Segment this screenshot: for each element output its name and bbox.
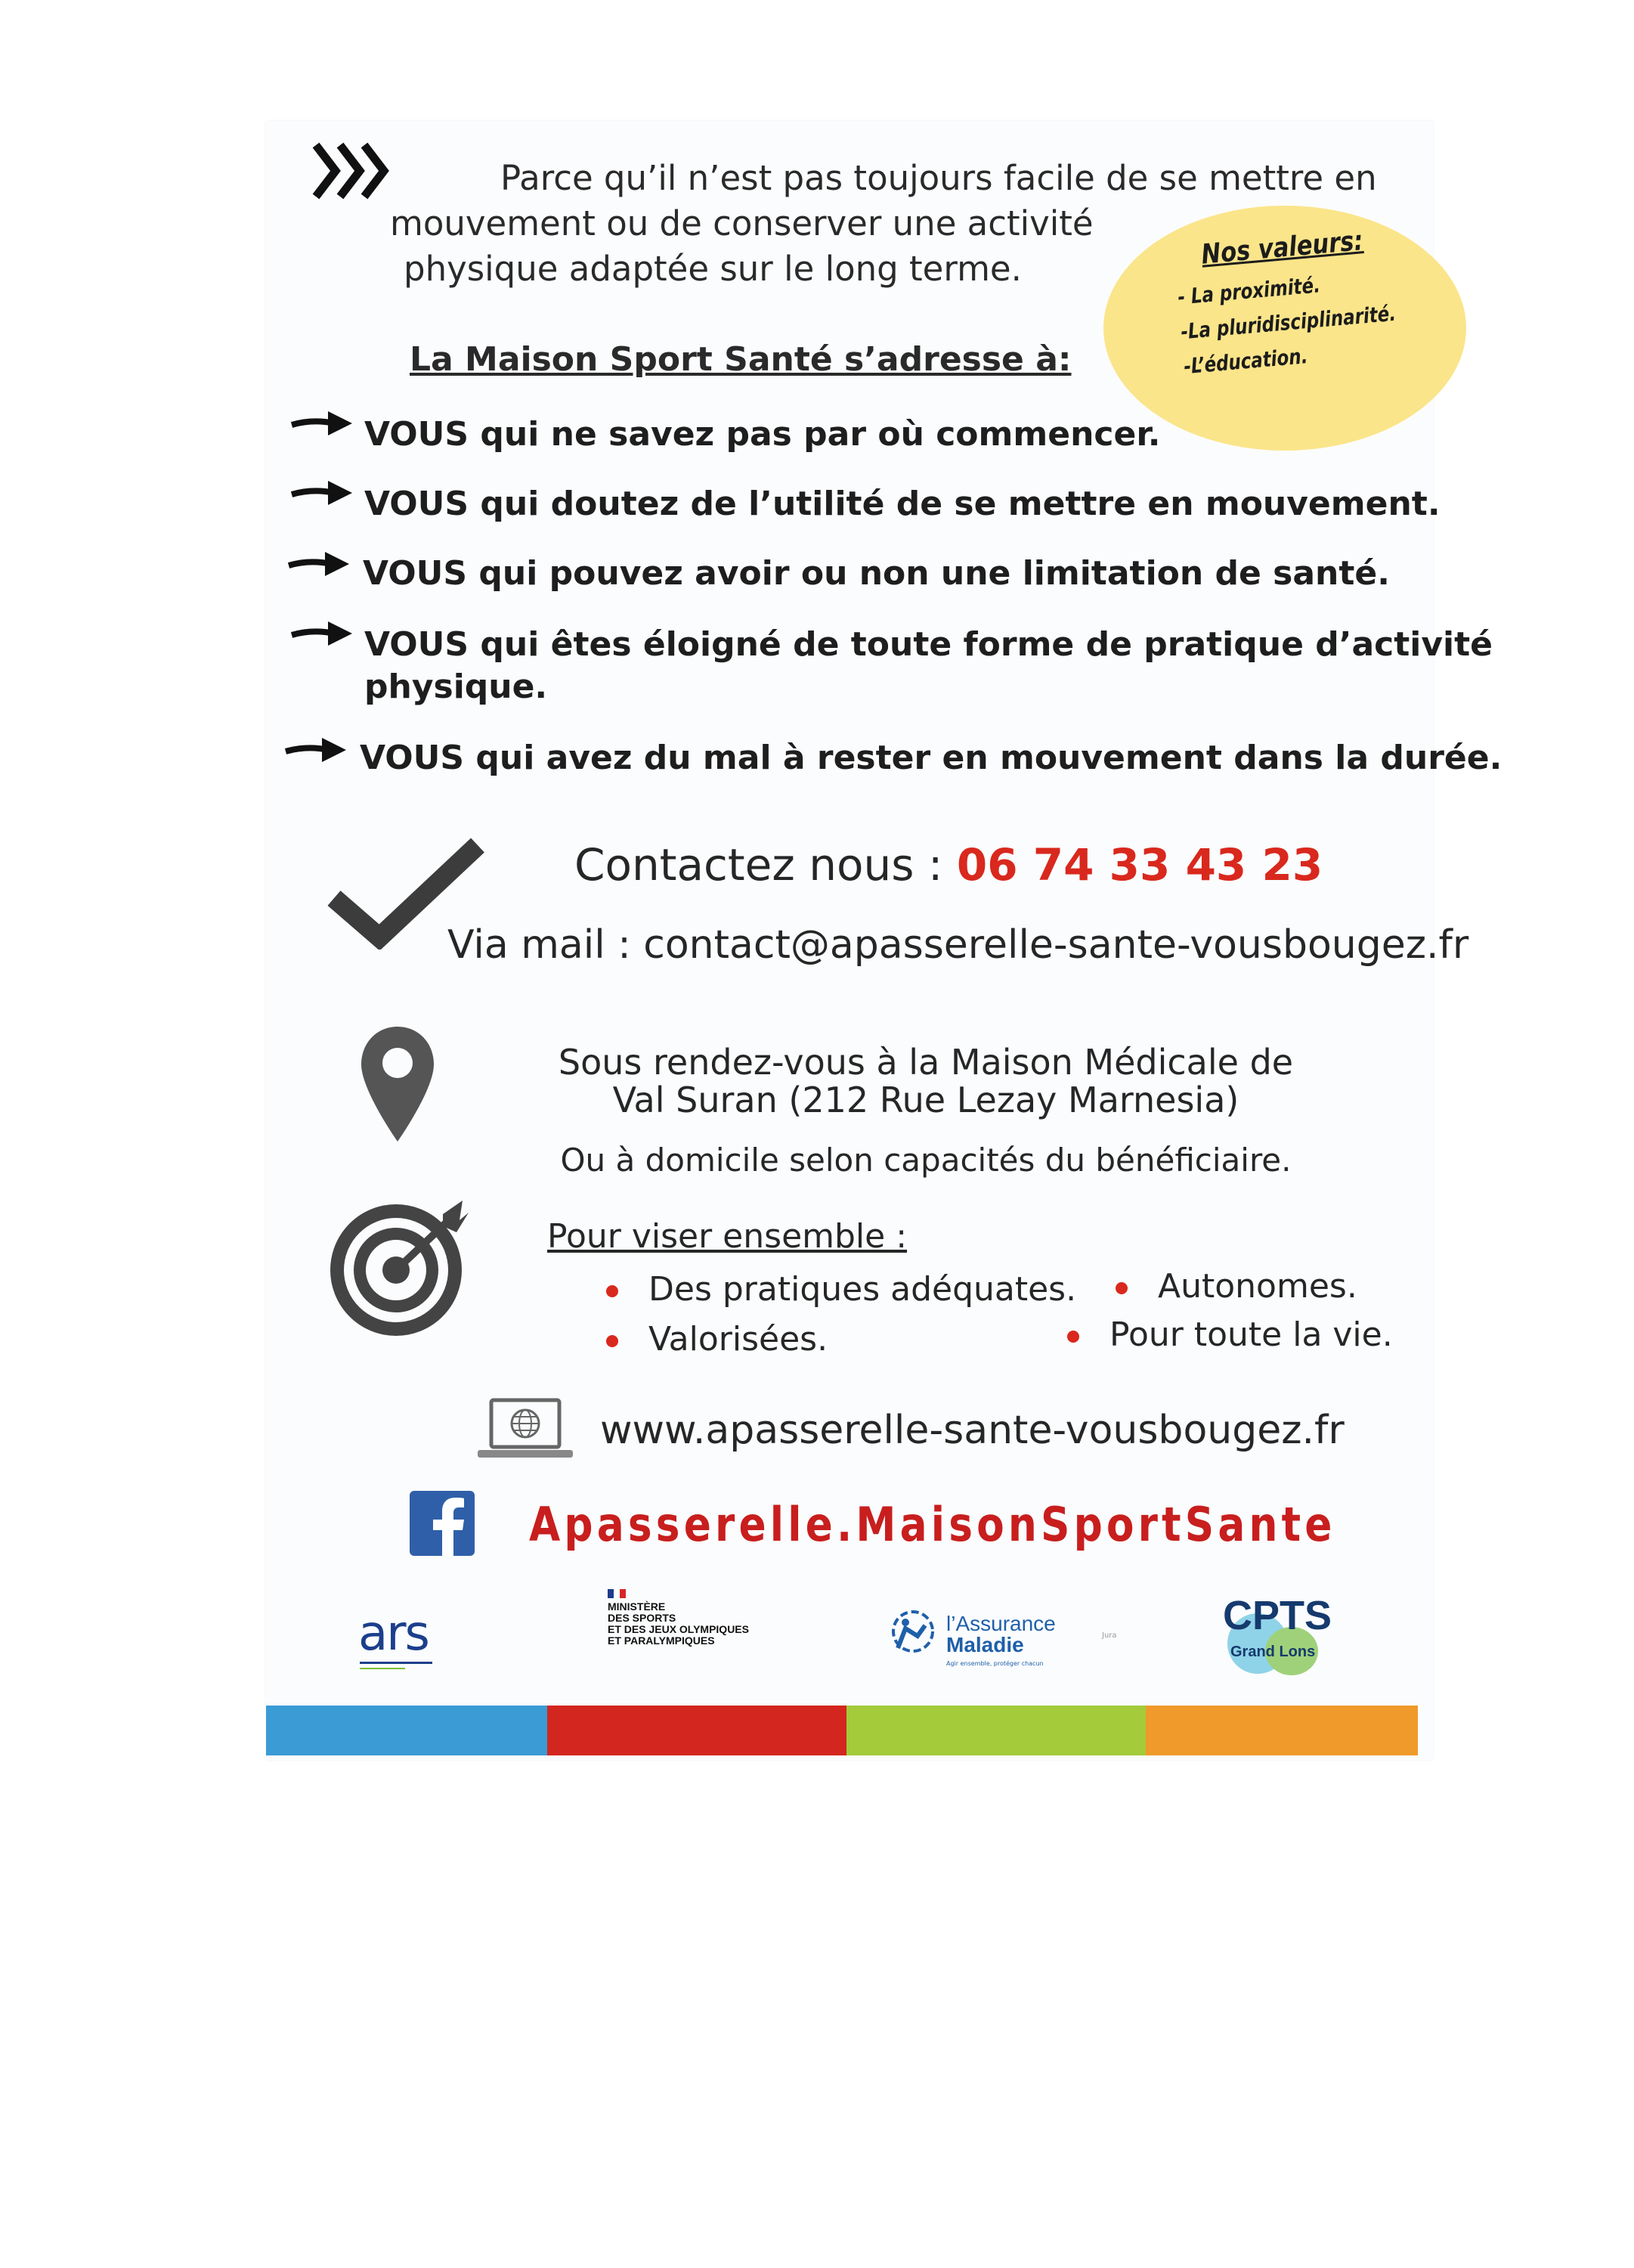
ars-logo: ars [358, 1606, 464, 1674]
intro-line-1: Parce qu’il n’est pas toujours facile de se mettre en [500, 158, 1377, 198]
bullet-icon [606, 1285, 618, 1297]
mail-address[interactable]: contact@apasserelle-sante-vousbougez.fr [643, 922, 1469, 968]
facebook-icon[interactable] [410, 1491, 475, 1556]
mail-label: Via mail : [447, 922, 644, 968]
color-bar-red [547, 1706, 846, 1755]
mail-line [447, 922, 1468, 968]
audience-item: VOUS qui ne savez pas par où commencer. [364, 415, 1161, 454]
goal-item: Pour toute la vie. [1067, 1315, 1393, 1354]
arrow-icon [290, 618, 354, 649]
address-line-3: Ou à domicile selon capacités du bénéficiaire. [560, 1142, 1292, 1179]
values-item: -La pluridisciplinarité. [1179, 300, 1397, 345]
color-bar-green [846, 1706, 1146, 1755]
color-bar-orange [1146, 1706, 1418, 1755]
arrow-icon [290, 408, 354, 438]
ministry-logo: MINISTÈRE DES SPORTS ET DES JEUX OLYMPIQUES ET PARALYMPIQUES [608, 1589, 804, 1687]
address-line-1: Sous rendez-vous à la Maison Médicale de [558, 1042, 1294, 1083]
contact-line [574, 839, 1323, 891]
intro-line-3: physique adaptée sur le long terme. [404, 249, 1022, 289]
assurance-maladie-icon [883, 1609, 946, 1654]
facebook-page-name[interactable]: Apasserelle.MaisonSportSante [529, 1497, 1336, 1552]
cpts-logo: CPTS Grand Lons [1223, 1588, 1344, 1686]
goal-item: Des pratiques adéquates. [606, 1270, 1076, 1309]
chevrons-icon [311, 141, 395, 201]
intro-line-2: mouvement ou de conserver une activité [390, 203, 1094, 243]
bullet-icon [606, 1335, 618, 1347]
audience-item-continued: physique. [364, 668, 548, 706]
arrow-icon [287, 549, 351, 579]
goal-item: Valorisées. [606, 1320, 828, 1359]
audience-item: VOUS qui êtes éloigné de toute forme de pratique d’activité [364, 625, 1493, 664]
phone-number[interactable]: 06 74 33 43 23 [956, 839, 1323, 891]
laptop-globe-icon [476, 1397, 574, 1461]
audience-item: VOUS qui avez du mal à rester en mouvement dans la durée. [360, 739, 1502, 777]
audience-item: VOUS qui pouvez avoir ou non une limitation de santé. [363, 554, 1390, 593]
location-pin-icon [358, 1024, 437, 1145]
values-title: Nos valeurs: [1199, 225, 1365, 271]
contact-label: Contactez nous : [574, 839, 957, 891]
goal-item: Autonomes. [1116, 1267, 1357, 1306]
audience-heading: La Maison Sport Santé s’adresse à: [410, 340, 1072, 379]
bullet-icon [1116, 1282, 1128, 1294]
values-item: - La proximité. [1176, 272, 1322, 310]
bullet-icon [1067, 1331, 1079, 1343]
arrow-icon [290, 478, 354, 508]
audience-item: VOUS qui doutez de l’utilité de se mettre en mouvement. [364, 485, 1441, 523]
assurance-maladie-logo: l’Assurance Maladie Agir ensemble, protéger chacun Jura [883, 1609, 1155, 1677]
values-item: -L’éducation. [1182, 343, 1309, 380]
goals-heading: Pour viser ensemble : [547, 1217, 908, 1256]
arrow-icon [284, 735, 348, 765]
color-bar-blue [266, 1706, 547, 1755]
address-line-2: Val Suran (212 Rue Lezay Marnesia) [612, 1080, 1239, 1120]
website-link[interactable]: www.apasserelle-sante-vousbougez.fr [600, 1408, 1345, 1453]
target-icon [330, 1198, 472, 1337]
